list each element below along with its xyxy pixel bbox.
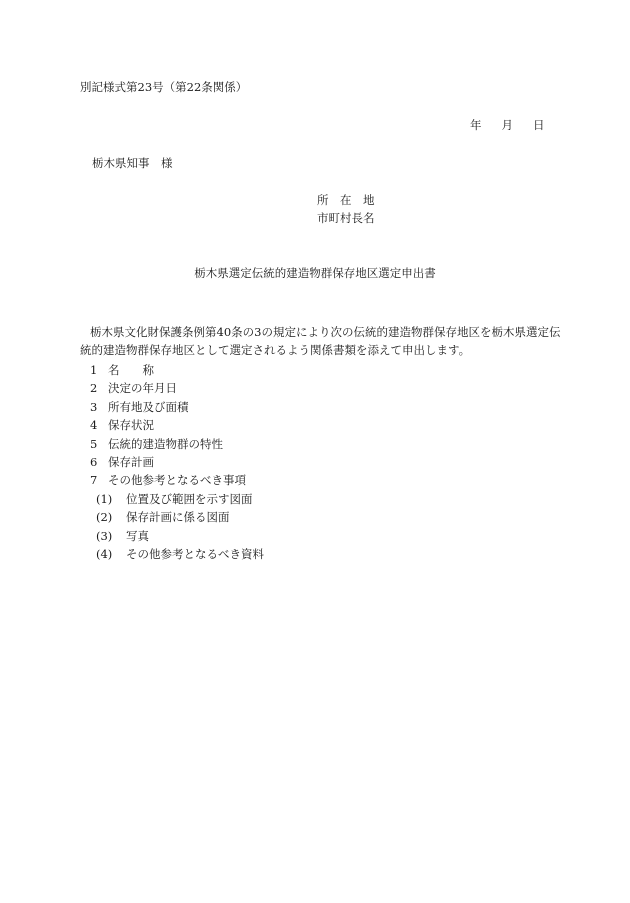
list-item	[80, 453, 264, 471]
date-month: 月	[501, 118, 513, 132]
date-year: 年	[470, 118, 482, 132]
item-number: 4	[90, 418, 98, 433]
item-label: 保存状況	[108, 418, 154, 433]
item-label: 名 称	[108, 363, 154, 377]
list-item	[80, 471, 264, 489]
item-label: 所有地及び面積	[108, 399, 189, 414]
subitem-label: 写真	[126, 528, 149, 543]
item-number: 5	[90, 436, 98, 451]
item-number: 1	[90, 363, 98, 377]
sub-list-item	[80, 527, 264, 545]
subitem-label: 保存計画に係る図面	[126, 510, 230, 525]
list-item	[80, 361, 264, 379]
document-title: 栃木県選定伝統的建造物群保存地区選定申出書	[194, 266, 436, 280]
subitem-label: その他参考となるべき資料	[126, 546, 264, 561]
date-line	[470, 120, 545, 132]
date-day: 日	[533, 118, 545, 132]
mayor-name-label: 市町村長名	[317, 211, 375, 225]
form-label: 別記様式第23号（第22条関係）	[80, 80, 248, 94]
item-number: 3	[90, 399, 98, 414]
item-list	[80, 361, 264, 563]
sub-list-item	[80, 508, 264, 526]
address-label: 所 在 地	[317, 193, 375, 207]
list-item	[80, 379, 264, 397]
subitem-number: (1)	[96, 491, 113, 506]
item-label: 保存計画	[108, 454, 154, 469]
item-number: 7	[90, 473, 98, 488]
item-number: 2	[90, 381, 98, 396]
recipient: 栃木県知事 様	[92, 156, 173, 170]
item-label: その他参考となるべき事項	[108, 473, 246, 488]
subitem-number: (2)	[96, 510, 113, 525]
sub-list-item	[80, 545, 264, 563]
subitem-number: (4)	[96, 546, 113, 561]
list-item	[80, 416, 264, 434]
subitem-label: 位置及び範囲を示す図面	[126, 491, 253, 506]
list-item	[80, 398, 264, 416]
body-paragraph: 栃木県文化財保護条例第40条の3の規定により次の伝統的建造物群保存地区を栃木県選定伝統的建造物群保存地区として選定されるよう関係書類を添えて申出します。	[80, 325, 561, 357]
subitem-number: (3)	[96, 528, 113, 543]
item-label: 決定の年月日	[108, 381, 177, 396]
item-label: 伝統的建造物群の特性	[108, 436, 223, 451]
sub-list-item	[80, 490, 264, 508]
list-item	[80, 435, 264, 453]
item-number: 6	[90, 454, 98, 469]
